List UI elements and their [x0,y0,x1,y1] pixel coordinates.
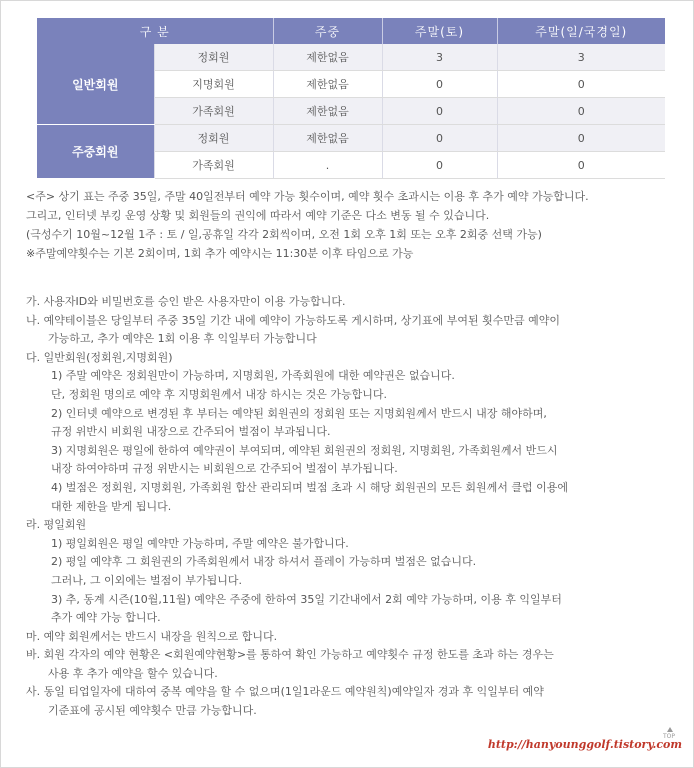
top-arrow-icon[interactable] [667,727,673,732]
list-item: 대한 제한을 받게 됩니다. [51,499,172,513]
weekday-cell: . [273,152,382,179]
member-type-cell: 가족회원 [154,98,273,125]
saturday-cell: 0 [382,98,497,125]
list-item: 3) 지명회원은 평일에 한하여 예약권이 부여되며, 예약된 회원권의 정회원, 지명회원, 가족회원께서 반드시 [51,443,558,457]
table-notes [26,187,671,263]
saturday-cell: 3 [382,44,497,71]
blog-url-watermark: http://hanyounggolf.tistory.com [487,738,682,751]
list-item: 4) 벌점은 정회원, 지명회원, 가족회원 합산 관리되며 벌점 초과 시 해당 회원권의 모든 회원께서 클럽 이용에 [51,480,569,494]
header-saturday: 주말(토) [382,18,497,44]
reservation-quota-table [37,18,665,179]
list-item: 2) 평일 예약후 그 회원권의 가족회원께서 내장 하셔서 플레이 가능하며 벌점은 없습니다. [51,555,477,569]
sunday-cell: 3 [497,44,665,71]
saturday-cell: 0 [382,71,497,98]
header-sunday-holiday: 주말(일/국경일) [497,18,665,44]
sunday-cell: 0 [497,98,665,125]
note-line: 그리고, 인터넷 부킹 운영 상황 및 회원들의 권익에 따라서 예약 기준은 다소 변동 될 수 있습니다. [26,209,490,222]
sunday-cell: 0 [497,125,665,152]
list-item: 가. 사용자ID와 비밀번호를 승인 받은 사용자만이 이용 가능합니다. [26,295,346,308]
list-item: 3) 추, 동계 시즌(10월,11월) 예약은 주중에 한하여 35일 기간내에서 2회 예약 가능하며, 이용 후 익일부터 [51,592,562,606]
list-item: 내장 하여야하며 규정 위반시는 비회원으로 간주되어 벌점이 부가됩니다. [51,462,398,476]
weekday-cell: 제한없음 [273,44,382,71]
list-item: 사. 동일 티업일자에 대하여 중복 예약을 할 수 없으며(1일1라운드 예약원칙)예약일자 경과 후 익일부터 예약 [26,685,544,699]
header-category: 구 분 [37,18,273,44]
list-item: 라. 평일회원 [26,518,87,532]
rules-list [26,293,671,721]
list-item: 1) 주말 예약은 정회원만이 가능하며, 지명회원, 가족회원에 대한 예약권은 없습니다. [51,369,455,383]
group-label-weekday-member: 주중회원 [37,125,154,179]
member-type-cell: 정회원 [154,44,273,71]
member-type-cell: 가족회원 [154,152,273,179]
saturday-cell: 0 [382,125,497,152]
top-link[interactable]: TOP [663,733,676,740]
group-label-general: 일반회원 [37,44,154,125]
list-item: 그러나, 그 이외에는 벌점이 부가됩니다. [51,573,242,587]
table-row [37,125,665,152]
weekday-cell: 제한없음 [273,125,382,152]
list-item: 나. 예약테이블은 당일부터 주중 35일 기간 내에 예약이 가능하도록 게시하며, 상기표에 부여된 횟수만큼 예약이 [26,313,560,327]
header-weekday: 주중 [273,18,382,44]
list-item: 가능하고, 추가 예약은 1회 이용 후 익일부터 가능합니다 [48,332,317,346]
list-item: 규정 위반시 비회원 내장으로 간주되어 벌점이 부과됩니다. [51,425,331,439]
table-header-row [37,18,665,44]
list-item: 바. 회원 각자의 예약 현황은 <회원예약현황>를 통하여 확인 가능하고 예약횟수 규정 한도를 초과 하는 경우는 [26,648,554,662]
weekday-cell: 제한없음 [273,71,382,98]
member-type-cell: 정회원 [154,125,273,152]
sunday-cell: 0 [497,71,665,98]
list-item: 2) 인터넷 예약으로 변경된 후 부터는 예약된 회원권의 정회원 또는 지명회원께서 반드시 내장 해야하며, [51,406,547,420]
table-row [37,44,665,71]
sunday-cell: 0 [497,152,665,179]
list-item: 다. 일반회원(정회원,지명회원) [26,350,173,364]
member-type-cell: 지명회원 [154,71,273,98]
saturday-cell: 0 [382,152,497,179]
weekday-cell: 제한없음 [273,98,382,125]
list-item: 기준표에 공시된 예약횟수 만큼 가능합니다. [48,704,257,718]
list-item: 추가 예약 가능 합니다. [51,611,161,625]
list-item: 단, 정회원 명의로 예약 후 지명회원께서 내장 하시는 것은 가능합니다. [51,387,387,401]
note-line: <주> 상기 표는 주중 35일, 주말 40일전부터 예약 가능 횟수이며, 예약 횟수 초과시는 이용 후 추가 예약 가능합니다. [26,190,589,203]
list-item: 마. 예약 회원께서는 반드시 내장을 원칙으로 합니다. [26,629,278,643]
list-item: 사용 후 추가 예약을 할수 있습니다. [48,666,218,680]
note-line: ※주말예약횟수는 기본 2회이며, 1회 추가 예약시는 11:30분 이후 타임으로 가능 [26,247,414,260]
list-item: 1) 평일회원은 평일 예약만 가능하며, 주말 예약은 불가합니다. [51,536,349,550]
note-line: (극성수기 10월~12월 1주 : 토 / 일,공휴일 각각 2회씩이며, 오전 1회 오후 1회 또는 오후 2회중 선택 가능) [26,228,542,241]
